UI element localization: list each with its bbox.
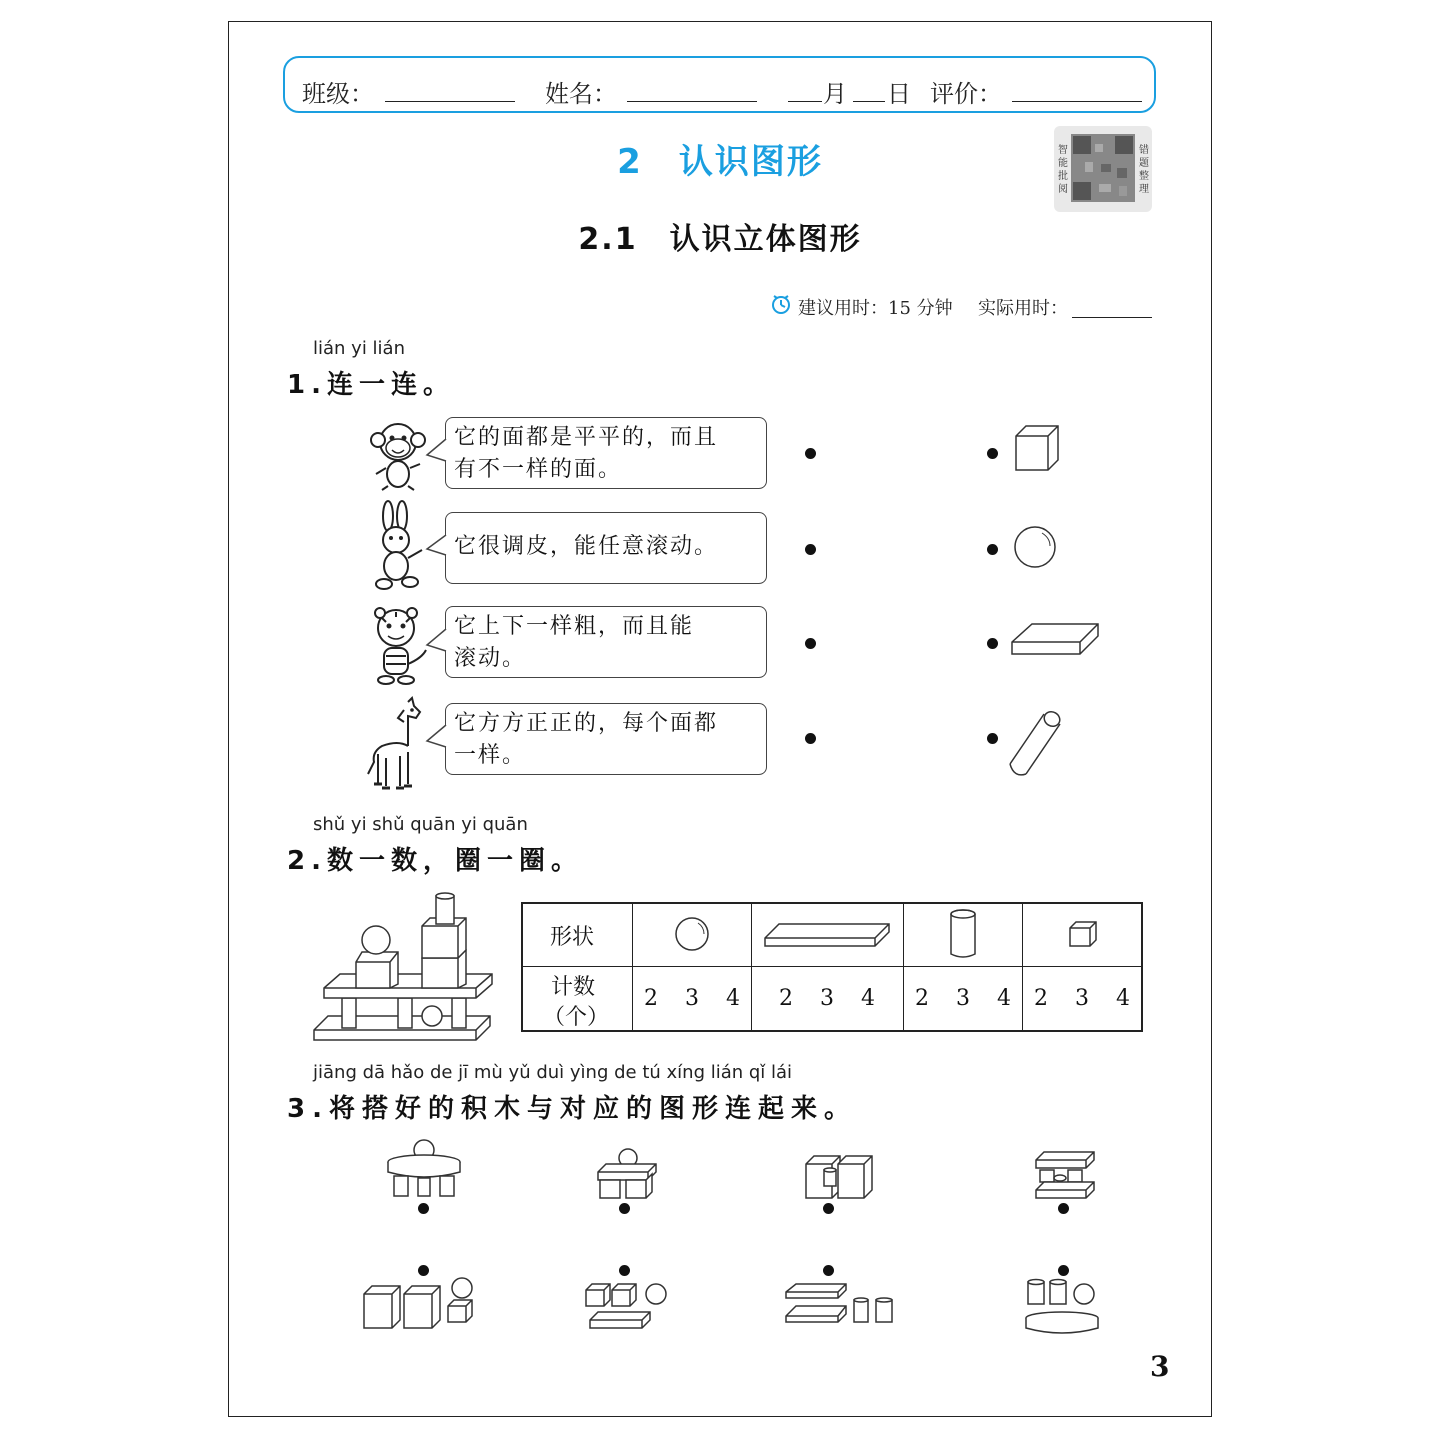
q3-bottom-dot-3[interactable] — [823, 1265, 834, 1276]
sphere-option-3[interactable]: 3 — [685, 986, 699, 1011]
q3-bottom-dot-1[interactable] — [418, 1265, 429, 1276]
class-label: 班级： — [302, 80, 374, 108]
q3-bottom-dot-2[interactable] — [619, 1265, 630, 1276]
alarm-clock-icon — [770, 293, 792, 315]
bubble-1-line2: 有不一样的面。 — [454, 457, 623, 482]
build-stacked-slabs — [1032, 1150, 1098, 1204]
q1-pinyin: lián yi lián — [313, 338, 405, 359]
q1-right-dot-2[interactable] — [987, 544, 998, 555]
table-divider-v2 — [751, 902, 752, 1032]
sphere-option-2[interactable]: 2 — [644, 986, 658, 1011]
qr-right-label: 错题整理 — [1139, 145, 1149, 195]
q1-title: 1.连一连。 — [287, 370, 455, 400]
cube-option-4[interactable]: 4 — [1116, 986, 1130, 1011]
q3-top-dot-3[interactable] — [823, 1203, 834, 1214]
q1-bubble-2 — [445, 512, 767, 584]
table-cube-icon — [1068, 920, 1098, 948]
cuboid-option-4[interactable]: 4 — [861, 986, 875, 1011]
tiger-icon — [368, 604, 430, 686]
cylinder-option-2[interactable]: 2 — [915, 986, 929, 1011]
pieces-cuboids-cube-ball — [362, 1276, 476, 1330]
cube-icon — [1012, 424, 1062, 474]
monkey-icon — [366, 418, 428, 492]
q3-top-dot-2[interactable] — [619, 1203, 630, 1214]
day-label: 日 — [887, 80, 911, 108]
eval-field[interactable] — [1012, 101, 1142, 102]
q3-top-dot-4[interactable] — [1058, 1203, 1069, 1214]
q2-pinyin: shǔ yi shǔ quān yi quān — [313, 814, 528, 835]
bubble-4-line1: 它方方正正的，每个面都 — [454, 711, 719, 736]
month-label: 月 — [823, 80, 847, 108]
row-label-shape: 形状 — [550, 925, 595, 950]
bubble-1-line1: 它的面都是平平的，而且 — [454, 425, 719, 450]
table-sphere-icon — [674, 916, 710, 952]
bubble-2-line1: 它很调皮，能任意滚动。 — [454, 534, 719, 559]
page-number: 3 — [1150, 1350, 1170, 1383]
pieces-slabs-cylinders — [782, 1280, 896, 1330]
row-label-unit: （个） — [543, 1005, 610, 1030]
build-bridge-with-ball — [594, 1146, 658, 1202]
name-label: 姓名： — [545, 80, 617, 108]
q1-left-dot-3[interactable] — [805, 638, 816, 649]
qr-left-label: 智能批阅 — [1058, 145, 1068, 195]
q3-pinyin: jiāng dā hǎo de jī mù yǔ duì yìng de tú xíng lián qǐ lái — [313, 1062, 793, 1083]
name-field[interactable] — [627, 101, 757, 102]
sphere-icon — [1012, 524, 1058, 570]
q1-bubble-1 — [445, 417, 767, 489]
build-table-with-ball — [384, 1138, 464, 1200]
q1-bubble-3 — [445, 606, 767, 678]
q1-bubble-4 — [445, 703, 767, 775]
class-field[interactable] — [385, 101, 515, 102]
pieces-cylinders-ball-disk — [1022, 1276, 1104, 1336]
cylinder-option-4[interactable]: 4 — [997, 986, 1011, 1011]
student-info-header — [283, 56, 1156, 113]
day-field[interactable] — [853, 101, 885, 102]
table-divider-h — [521, 966, 1143, 967]
q1-left-dot-2[interactable] — [805, 544, 816, 555]
cuboid-option-2[interactable]: 2 — [779, 986, 793, 1011]
row-label-count: 计数 — [551, 975, 596, 1000]
cube-option-3[interactable]: 3 — [1075, 986, 1089, 1011]
q1-right-dot-3[interactable] — [987, 638, 998, 649]
cuboid-icon — [1010, 622, 1102, 656]
cube-option-2[interactable]: 2 — [1034, 986, 1048, 1011]
suggested-time: 建议用时：15 分钟 — [798, 298, 953, 319]
table-divider-v1 — [632, 902, 633, 1032]
month-field[interactable] — [788, 101, 822, 102]
bubble-3-line1: 它上下一样粗，而且能 — [454, 614, 695, 639]
block-structure-illustration — [310, 888, 494, 1044]
bubble-3-line2: 滚动。 — [454, 646, 527, 671]
cylinder-option-3[interactable]: 3 — [956, 986, 970, 1011]
q1-left-dot-1[interactable] — [805, 448, 816, 459]
bubble-4-line2: 一样。 — [454, 743, 527, 768]
actual-time-field[interactable] — [1072, 317, 1152, 318]
rabbit-icon — [368, 500, 428, 592]
q2-title: 2.数一数，圈一圈。 — [287, 846, 583, 876]
sphere-option-4[interactable]: 4 — [726, 986, 740, 1011]
pieces-cubes-ball-slab — [584, 1278, 670, 1330]
table-cylinder-icon — [948, 908, 978, 960]
qr-code-icon[interactable] — [1071, 134, 1135, 202]
q1-right-dot-4[interactable] — [987, 733, 998, 744]
horse-icon — [364, 696, 430, 792]
table-divider-v3 — [903, 902, 904, 1032]
q3-top-dot-1[interactable] — [418, 1203, 429, 1214]
eval-label: 评价： — [930, 80, 1002, 108]
cylinder-icon — [1006, 706, 1066, 778]
cuboid-option-3[interactable]: 3 — [820, 986, 834, 1011]
build-cubes-cylinder — [802, 1154, 874, 1200]
chapter-title: 2 认识图形 — [617, 142, 823, 182]
q1-right-dot-1[interactable] — [987, 448, 998, 459]
bubble-tails — [425, 417, 449, 797]
q1-left-dot-4[interactable] — [805, 733, 816, 744]
table-divider-v4 — [1022, 902, 1023, 1032]
table-cuboid-icon — [763, 922, 891, 948]
section-title: 2.1 认识立体图形 — [578, 222, 862, 257]
q3-bottom-dot-4[interactable] — [1058, 1265, 1069, 1276]
actual-time-label: 实际用时： — [978, 298, 1068, 319]
q3-title: 3.将搭好的积木与对应的图形连起来。 — [287, 1094, 857, 1124]
